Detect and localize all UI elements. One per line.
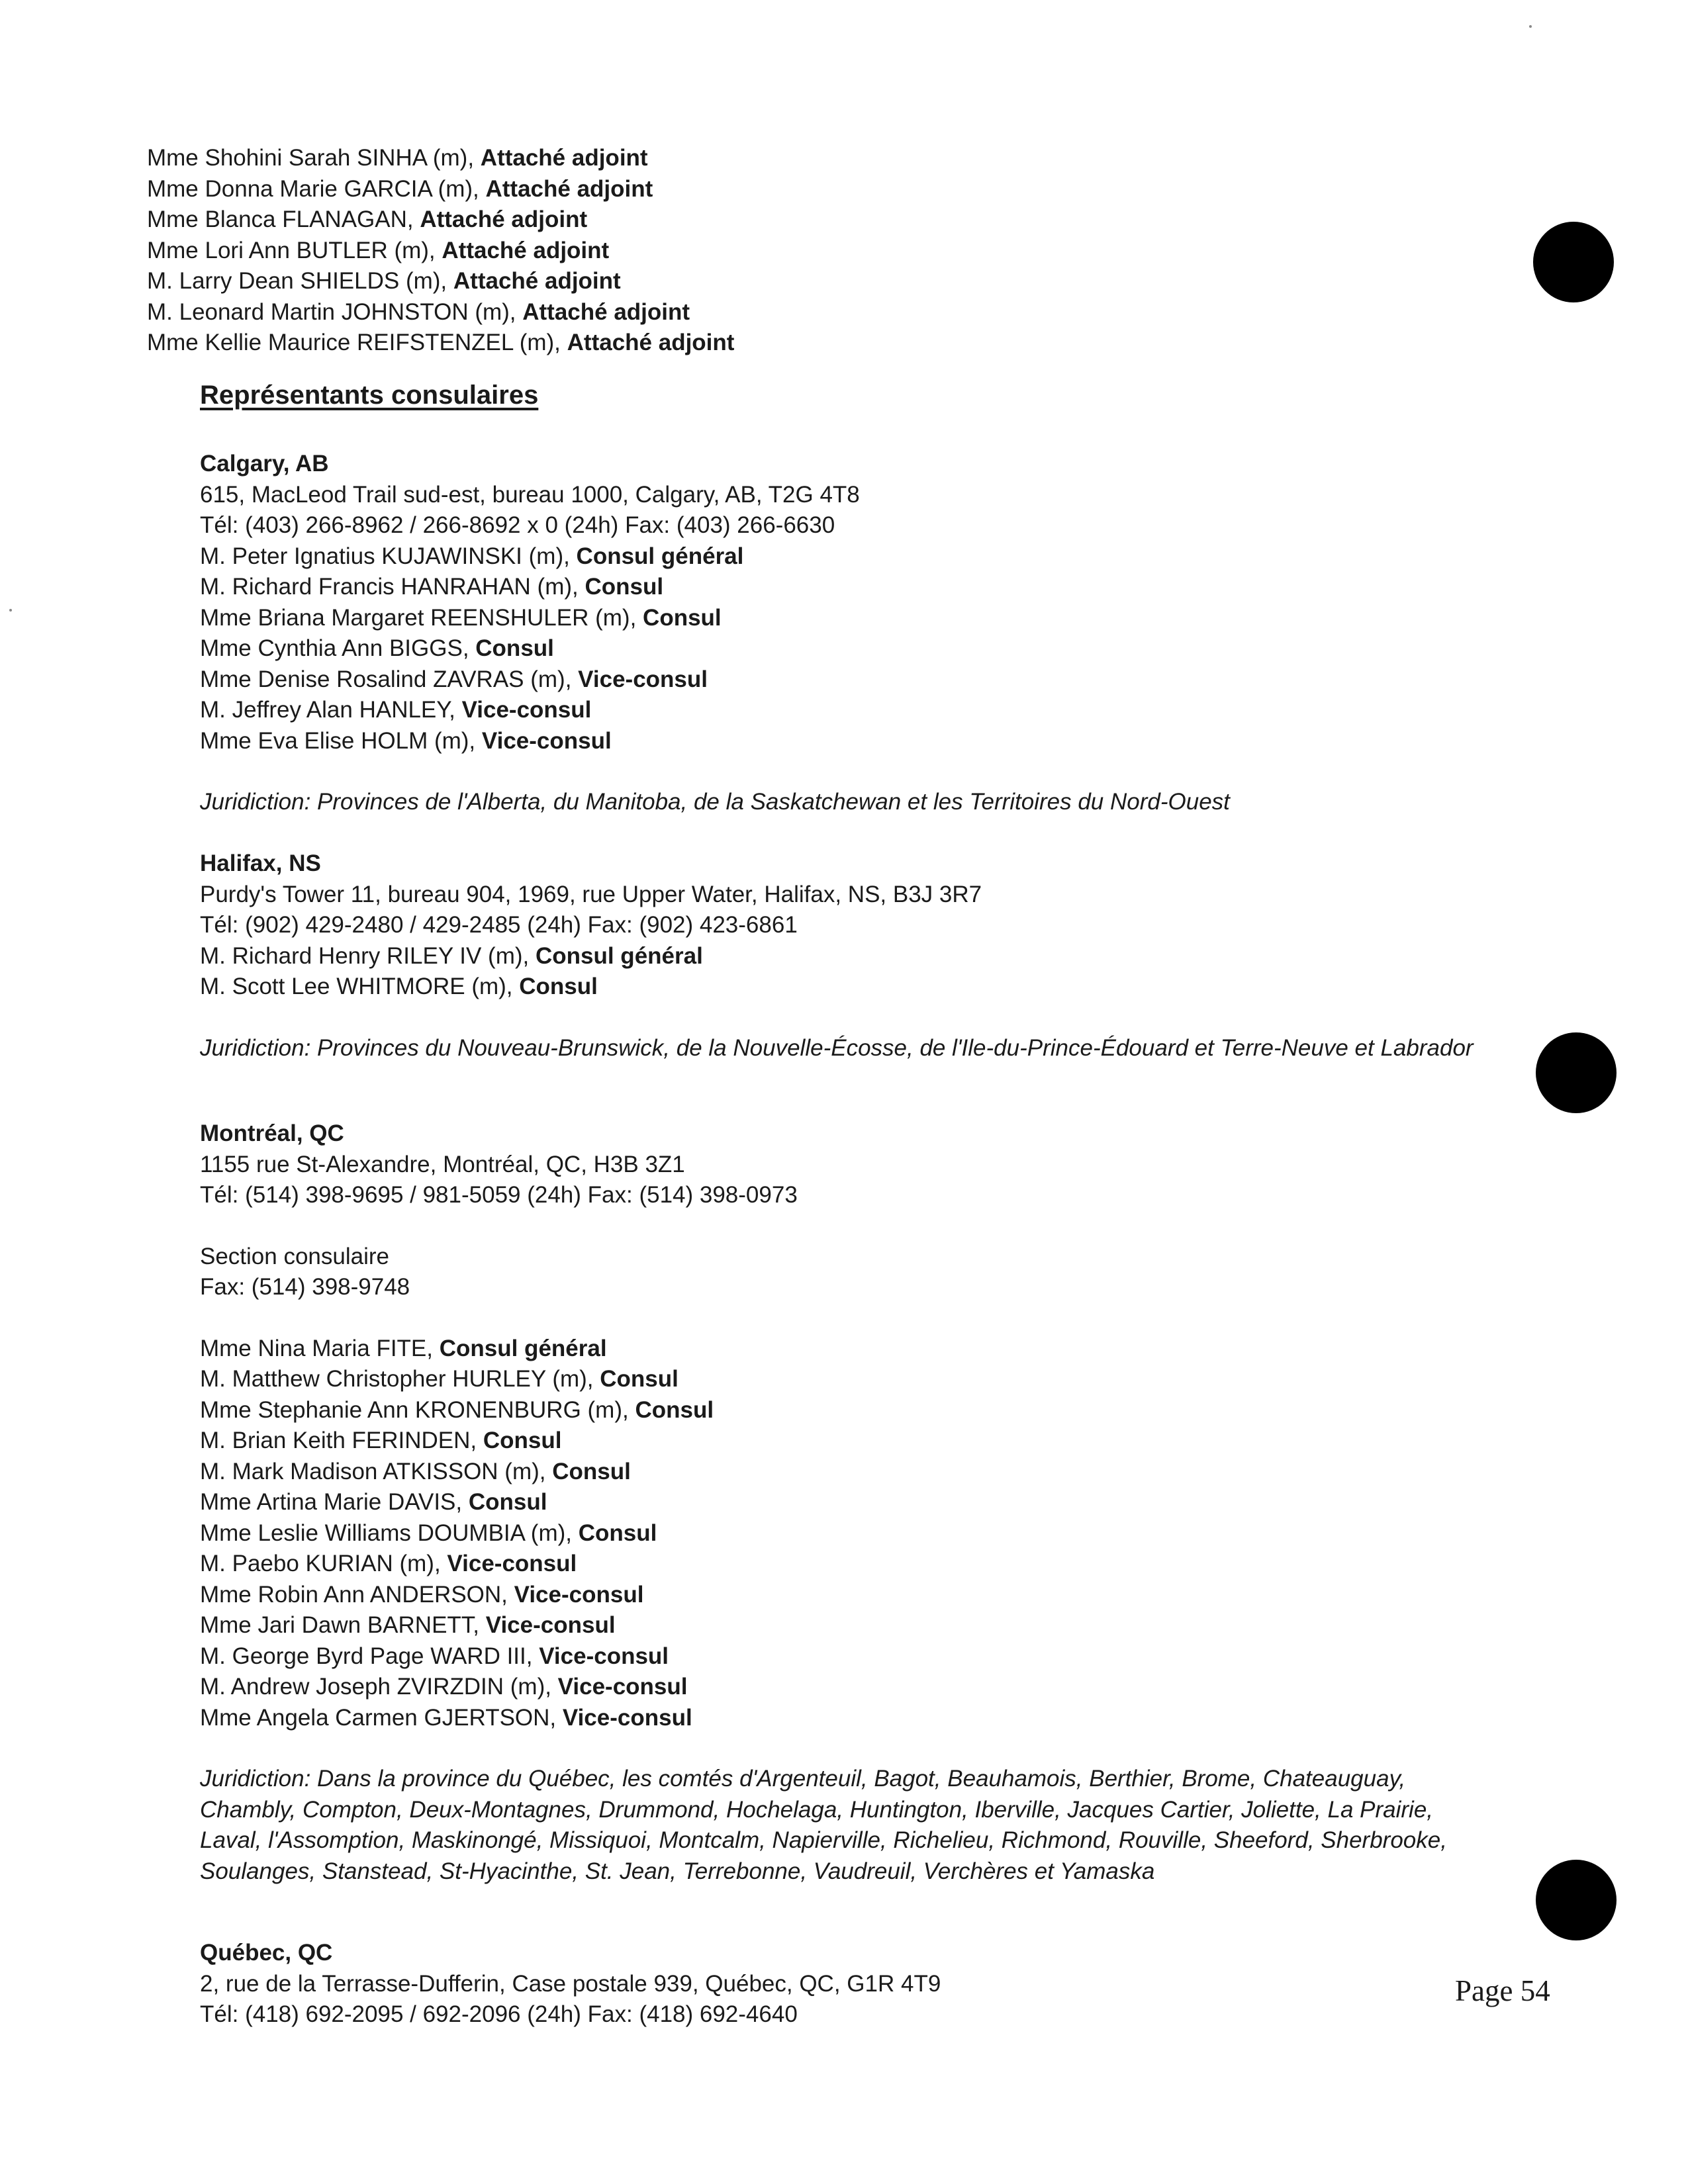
staff-entry: [200, 633, 1497, 664]
montreal-phone: Tél: (514) 398-9695 / 981-5059 (24h) Fax: (514) 398-0973: [200, 1182, 798, 1208]
staff-title: Vice-consul: [557, 1674, 688, 1700]
staff-name: M. Paebo KURIAN (m),: [200, 1551, 447, 1576]
staff-entry: [147, 174, 734, 205]
calgary-city: Calgary, AB: [200, 451, 329, 477]
staff-name: Mme Angela Carmen GJERTSON,: [200, 1704, 563, 1731]
staff-name: Mme Leslie Williams DOUMBIA (m),: [200, 1520, 579, 1546]
staff-entry: [200, 1610, 1497, 1641]
staff-title: Vice-consul: [562, 1704, 692, 1731]
staff-entry: [200, 1518, 1497, 1549]
halifax-block: [200, 848, 1497, 1064]
staff-entry: [200, 1487, 1497, 1518]
staff-name: M. Richard Francis HANRAHAN (m),: [200, 574, 585, 600]
staff-name: M. Larry Dean SHIELDS (m),: [147, 268, 453, 294]
staff-name: M. Leonard Martin JOHNSTON (m),: [147, 298, 523, 325]
staff-name: Mme Artina Marie DAVIS,: [200, 1489, 469, 1515]
staff-entry: [147, 328, 734, 359]
montreal-staff: [200, 1334, 1497, 1734]
staff-entry: [147, 205, 734, 236]
staff-title: Vice-consul: [485, 1612, 616, 1638]
staff-title: Consul: [600, 1366, 679, 1392]
staff-name: Mme Kellie Maurice REIFSTENZEL (m),: [147, 330, 567, 355]
staff-name: M. Matthew Christopher HURLEY (m),: [200, 1366, 600, 1392]
quebec-block: [200, 1938, 1497, 2030]
staff-title: Attaché adjoint: [420, 206, 588, 232]
staff-name: M. Jeffrey Alan HANLEY,: [200, 697, 462, 723]
staff-title: Consul: [578, 1520, 657, 1546]
staff-name: Mme Lori Ann BUTLER (m),: [147, 237, 442, 263]
staff-entry: [200, 1672, 1497, 1703]
staff-name: Mme Cynthia Ann BIGGS,: [200, 635, 476, 661]
staff-entry: [200, 1426, 1497, 1457]
staff-title: Consul général: [535, 942, 703, 969]
quebec-city: Québec, QC: [200, 1940, 333, 1966]
attache-list: [147, 143, 734, 359]
montreal-city: Montréal, QC: [200, 1120, 344, 1146]
staff-name: Mme Shohini Sarah SINHA (m),: [147, 145, 481, 171]
staff-title: Attaché adjoint: [453, 268, 621, 294]
staff-name: M. Richard Henry RILEY IV (m),: [200, 942, 536, 969]
montreal-jurisdiction: Juridiction: Dans la province du Québec, les comtés d'Argenteuil, Bagot, Beauhamois, Berthier, Brome, Chateauguay, Chambly, Compton, Deux-Montagnes, Drummond, Hochelaga, Huntington, Iberville, Jacques Cartier, Joliette, La Prairie, Laval, l'Assomption, Maskinongé, Missiquoi, Montcalm, Napierville, Richelieu, Richmond, Rouville, Sheeford, Sherbrooke, Soulanges, Stanstead, St-Hyacinthe, St. Jean, Terrebonne, Vaudreuil, Verchères et Yamaska: [200, 1766, 1447, 1884]
staff-name: Mme Donna Marie GARCIA (m),: [147, 175, 486, 202]
calgary-block: [200, 449, 1497, 818]
montreal-section-fax: Fax: (514) 398-9748: [200, 1274, 410, 1300]
staff-title: Vice-consul: [481, 727, 612, 754]
calgary-staff: [200, 541, 1497, 757]
staff-name: Mme Denise Rosalind ZAVRAS (m),: [200, 666, 579, 692]
halifax-phone: Tél: (902) 429-2480 / 429-2485 (24h) Fax: (902) 423-6861: [200, 912, 798, 938]
montreal-address: 1155 rue St-Alexandre, Montréal, QC, H3B 3Z1: [200, 1151, 685, 1177]
staff-name: Mme Briana Margaret REENSHULER (m),: [200, 604, 643, 631]
staff-entry: [200, 1580, 1497, 1611]
staff-title: Vice-consul: [514, 1581, 644, 1608]
staff-entry: [200, 941, 1497, 972]
staff-entry: [200, 972, 1497, 1003]
page-number: Page 54: [1455, 1974, 1550, 2007]
section-title: Représentants consulaires: [200, 381, 539, 410]
staff-title: Consul général: [576, 543, 744, 569]
staff-entry: [200, 572, 1497, 603]
staff-entry: [200, 1395, 1497, 1426]
staff-title: Consul: [483, 1428, 562, 1453]
punch-hole-top: [1533, 222, 1614, 302]
staff-title: Consul: [585, 574, 664, 600]
staff-entry: [200, 664, 1497, 696]
staff-name: Mme Eva Elise HOLM (m),: [200, 727, 482, 754]
staff-title: Attaché adjoint: [522, 298, 690, 325]
staff-name: M. Brian Keith FERINDEN,: [200, 1428, 483, 1453]
scan-speck: [1529, 25, 1532, 28]
staff-name: M. Scott Lee WHITMORE (m),: [200, 974, 520, 999]
montreal-section-label: Section consulaire: [200, 1243, 389, 1269]
staff-name: Mme Blanca FLANAGAN,: [147, 206, 420, 232]
staff-title: Attaché adjoint: [485, 175, 653, 202]
staff-title: Consul: [519, 974, 598, 999]
staff-title: Attaché adjoint: [480, 145, 648, 171]
staff-title: Consul: [475, 635, 554, 661]
staff-name: Mme Robin Ann ANDERSON,: [200, 1581, 514, 1608]
halifax-staff: [200, 941, 1497, 1003]
staff-title: Consul général: [439, 1335, 607, 1361]
staff-title: Vice-consul: [447, 1551, 577, 1576]
staff-title: Consul: [635, 1396, 714, 1423]
staff-title: Attaché adjoint: [442, 237, 610, 263]
staff-title: Attaché adjoint: [567, 330, 735, 355]
staff-title: Vice-consul: [539, 1643, 669, 1669]
staff-name: M. Peter Ignatius KUJAWINSKI (m),: [200, 543, 577, 569]
staff-name: M. Mark Madison ATKISSON (m),: [200, 1458, 553, 1484]
consular-section: [200, 379, 1497, 412]
halifax-city: Halifax, NS: [200, 850, 321, 876]
staff-name: M. George Byrd Page WARD III,: [200, 1643, 539, 1669]
punch-hole-bottom: [1536, 1860, 1617, 1940]
calgary-phone: Tél: (403) 266-8962 / 266-8692 x 0 (24h) Fax: (403) 266-6630: [200, 512, 835, 538]
montreal-block: [200, 1118, 1497, 1887]
staff-entry: [200, 1703, 1497, 1734]
staff-entry: [200, 726, 1497, 757]
staff-entry: [147, 297, 734, 328]
staff-entry: [147, 236, 734, 267]
staff-name: Mme Jari Dawn BARNETT,: [200, 1612, 486, 1638]
staff-title: Consul: [468, 1489, 547, 1515]
staff-entry: [200, 1364, 1497, 1395]
staff-entry: [200, 1457, 1497, 1488]
halifax-address: Purdy's Tower 11, bureau 904, 1969, rue Upper Water, Halifax, NS, B3J 3R7: [200, 881, 982, 907]
staff-entry: [200, 695, 1497, 726]
scan-speck: [9, 609, 12, 612]
staff-entry: [147, 143, 734, 174]
halifax-jurisdiction: Juridiction: Provinces du Nouveau-Brunswick, de la Nouvelle-Écosse, de l'Ile-du-Prince-Édouard et Terre-Neuve et Labrador: [200, 1034, 1474, 1061]
staff-title: Consul: [643, 604, 722, 631]
staff-name: M. Andrew Joseph ZVIRZDIN (m),: [200, 1674, 558, 1700]
staff-title: Vice-consul: [461, 697, 592, 723]
staff-name: Mme Stephanie Ann KRONENBURG (m),: [200, 1396, 635, 1423]
staff-entry: [200, 541, 1497, 572]
staff-entry: [200, 603, 1497, 634]
staff-entry: [147, 266, 734, 297]
calgary-address: 615, MacLeod Trail sud-est, bureau 1000, Calgary, AB, T2G 4T8: [200, 481, 860, 508]
staff-title: Vice-consul: [578, 666, 708, 692]
quebec-phone: Tél: (418) 692-2095 / 692-2096 (24h) Fax: (418) 692-4640: [200, 2001, 798, 2027]
staff-entry: [200, 1334, 1497, 1365]
staff-entry: [200, 1641, 1497, 1672]
calgary-jurisdiction: Juridiction: Provinces de l'Alberta, du Manitoba, de la Saskatchewan et les Territoires du Nord-Ouest: [200, 789, 1230, 815]
quebec-address: 2, rue de la Terrasse-Dufferin, Case postale 939, Québec, QC, G1R 4T9: [200, 1970, 941, 1997]
staff-title: Consul: [552, 1458, 631, 1484]
staff-entry: [200, 1549, 1497, 1580]
punch-hole-middle: [1536, 1032, 1617, 1113]
staff-name: Mme Nina Maria FITE,: [200, 1335, 440, 1361]
